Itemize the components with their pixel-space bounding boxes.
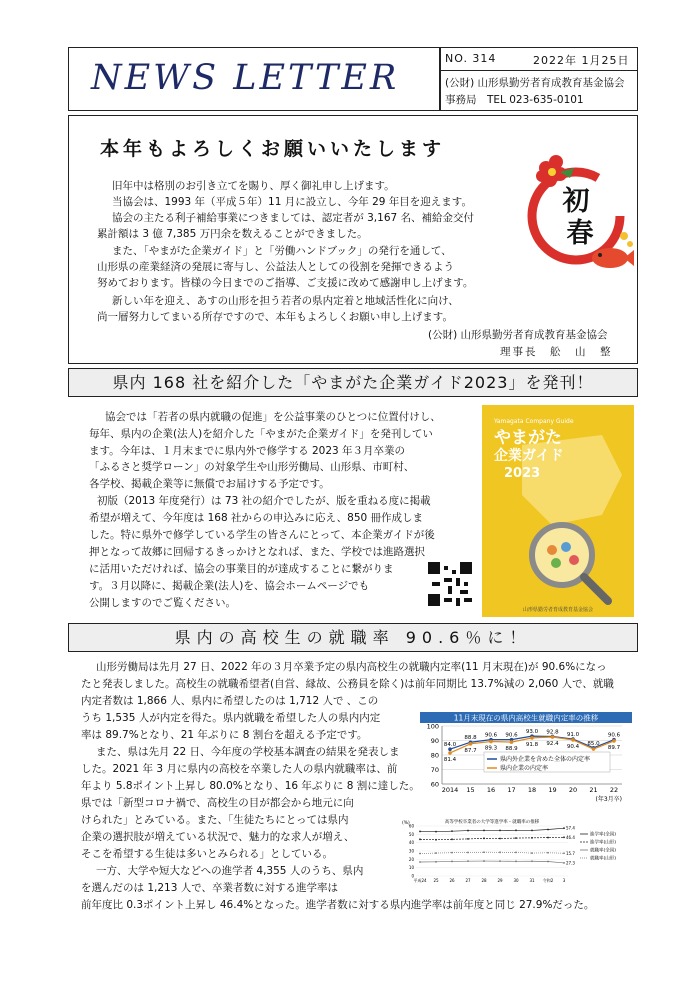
greeting-line: 山形県の産業経済の発展に寄与し、公益法人としての役割を発揮できるよう xyxy=(97,261,454,273)
series-line xyxy=(420,828,564,832)
guide-small-title: Yamagata Company Guide xyxy=(494,418,574,425)
data-label: 93.0 xyxy=(525,729,539,736)
data-label: 92.4 xyxy=(546,741,559,748)
y-tick-label: 90 xyxy=(430,737,439,745)
greeting-line: 尚一層努力してまいる所存ですので、本年もよろしくお願い申し上げます。 xyxy=(97,311,453,323)
new-year-emblem-image xyxy=(524,150,636,276)
greeting-line: 新しい年を迎え、あすの山形を担う若者の県内定着と地域活性化に向け、 xyxy=(112,295,459,307)
data-point xyxy=(467,838,469,840)
data-point xyxy=(531,837,533,839)
data-point xyxy=(563,862,565,864)
greeting-line: 旧年中は格別のお引き立てを賜り、厚く御礼申し上げます。 xyxy=(112,180,395,192)
chart-title: 11月末現在の県内高校生就職内定率の推移 xyxy=(453,713,599,723)
guide-year: 2023 xyxy=(504,466,541,481)
data-point xyxy=(483,851,485,853)
end-value-label: 15.7 xyxy=(566,850,575,856)
x-tick-label: 19 xyxy=(548,786,557,794)
data-point xyxy=(467,830,469,832)
y-tick-label: 100 xyxy=(426,722,439,731)
series-line xyxy=(420,861,564,863)
data-label: 88.8 xyxy=(464,735,477,742)
article-line: に活用いただければ、協会の事業目的が達成することに繋がりま xyxy=(89,563,394,575)
greeting-line: 協会の主たる利子補給事業につきましては、認定者が 3,167 名、補給金交付 xyxy=(112,212,475,224)
article-line: 毎年、県内の企業(法人)を紹介した「やまがた企業ガイド」を発刊してい xyxy=(89,428,433,440)
x-tick-label: 15 xyxy=(466,786,475,794)
data-label: 89.7 xyxy=(607,744,621,751)
data-point xyxy=(499,830,501,832)
article-line: ます。今年は、１月末までに県内外で修学する 2023 年３月卒業の xyxy=(89,445,406,457)
greeting-title: 本年もよろしくお願いいたします xyxy=(100,138,446,160)
data-point xyxy=(551,735,555,739)
series-line xyxy=(420,837,564,839)
article-line: 希望が増えて、今年度は 168 社からの申込みに応え、850 冊作成しま xyxy=(89,512,424,524)
data-point xyxy=(451,838,453,840)
data-label: 85.0 xyxy=(587,740,600,747)
end-value-label: 46.4 xyxy=(566,834,575,840)
data-point xyxy=(515,852,517,854)
article-line: を選んだのは 1,213 人で、卒業者数に対する進学率は xyxy=(81,882,339,894)
data-point xyxy=(451,861,453,863)
data-point xyxy=(547,852,549,854)
plum-flower-icon xyxy=(536,155,567,187)
article-line: した。2021 年 3 月に県内の高校を卒業した人の県内就職率は、前 xyxy=(81,763,398,775)
article-line: 年より 5.8ポイント上昇し 80.0%となり、16 年ぶりに 8 割に達した。 xyxy=(81,780,420,792)
data-point xyxy=(435,831,437,833)
data-point xyxy=(467,860,469,862)
data-point xyxy=(435,852,437,854)
x-tick-label: 3 xyxy=(562,878,566,883)
guide-title-line2: 企業ガイド xyxy=(494,448,564,464)
y-tick-label: 60 xyxy=(430,780,439,789)
data-point xyxy=(515,860,517,862)
greeting-line: 努めております。皆様の今日までのご指導、ご支援に改めて感謝申し上げます。 xyxy=(97,277,474,289)
data-point xyxy=(547,829,549,831)
legend-label: 進学率(山形) xyxy=(590,840,617,846)
y-tick-label: 40 xyxy=(408,840,414,846)
x-tick-label: 20 xyxy=(568,786,578,794)
data-point xyxy=(563,852,565,854)
employment-rate-line-chart xyxy=(420,712,632,812)
end-value-label: 27.3 xyxy=(566,860,575,866)
greeting-line: また、「やまがた企業ガイド」と「労働ハンドブック」の発行を通して、 xyxy=(112,245,452,257)
header-divider-horizontal xyxy=(439,70,637,71)
x-tick-label: 18 xyxy=(527,786,537,794)
data-label: 88.9 xyxy=(505,746,518,753)
y-tick-label: 70 xyxy=(430,766,439,774)
article-line: す。３月以降に、掲載企業(法人)を、協会ホームページでも xyxy=(89,580,370,592)
article-line: 各学校、掲載企業等に無償でお届けする予定です。 xyxy=(89,478,330,490)
article-line: 「ふるさと奨学ローン」の対象学生や山形労働局、山形県、市町村、 xyxy=(89,461,415,473)
article-line: 前年度比 0.3ポイント上昇し 46.4%となった。進学者数に対する県内進学率は前年度と同じ 27.9%だった。 xyxy=(81,899,595,911)
data-label: 91.0 xyxy=(566,732,580,739)
section-heading-company-guide xyxy=(68,368,638,397)
issue-date: 2022年 1月25日 xyxy=(533,54,630,67)
article-line: 内定者数は 1,866 人、県内に希望したのは 1,712 人で 、この xyxy=(81,695,379,707)
article-line: 公開しますのでご覧ください。 xyxy=(89,597,236,609)
data-point xyxy=(451,830,453,832)
emblem-text: 初 xyxy=(562,186,590,217)
data-point xyxy=(515,829,517,831)
data-point xyxy=(563,827,565,829)
x-tick-label: 31 xyxy=(529,878,535,883)
data-point xyxy=(469,742,473,746)
newsletter-header xyxy=(68,47,638,111)
article-line: 協会では「若者の県内就職の促進」を公益事業のひとつに位置付けし、 xyxy=(105,411,441,423)
x-tick-label: 16 xyxy=(486,786,496,794)
data-point xyxy=(419,831,421,833)
article-line: 一方、大学や短大などへの進学者 4,355 人のうち、県内 xyxy=(96,865,364,877)
newsletter-title: NEWS LETTER xyxy=(91,58,400,98)
data-label: 89.3 xyxy=(484,745,498,752)
section-heading-text: 県内の高校生の就職率 90.6％に！ xyxy=(174,628,532,647)
data-point xyxy=(483,830,485,832)
data-point xyxy=(530,736,534,740)
data-label: 92.8 xyxy=(546,729,559,736)
x-tick-label: 22 xyxy=(609,786,619,794)
data-label: 90.6 xyxy=(484,732,498,739)
data-point xyxy=(451,852,453,854)
data-point xyxy=(547,837,549,839)
article-line: けられた」とみている。また、「生徒たちにとっては県内 xyxy=(81,814,349,826)
x-tick-label: 27 xyxy=(465,878,471,883)
x-tick-label: 17 xyxy=(507,786,516,794)
data-label: 90.6 xyxy=(505,732,518,739)
data-point xyxy=(592,747,596,751)
article-line: 押となって故郷に回帰するきっかけとなれば、また、学校では進路選択 xyxy=(89,546,425,558)
guide-publisher: 山形県勤労者育成教育基金協会 xyxy=(522,607,594,613)
data-point xyxy=(419,861,421,863)
data-point xyxy=(547,861,549,863)
data-label: 81.4 xyxy=(443,756,457,763)
data-point xyxy=(531,830,533,832)
series-line xyxy=(420,852,564,853)
data-label: 87.7 xyxy=(464,747,477,754)
x-tick-label: 30 xyxy=(513,878,519,883)
header-divider xyxy=(439,48,441,110)
data-label: 90.4 xyxy=(566,743,580,750)
chart-title: 高等学校卒業者の大学等進学率・就職率の推移 xyxy=(444,820,540,825)
data-point xyxy=(531,852,533,854)
data-point xyxy=(612,739,616,743)
legend-label: 就職率(山形) xyxy=(590,856,617,862)
y-tick-label: 30 xyxy=(408,848,414,854)
y-tick-label: 10 xyxy=(408,865,414,871)
legend-label: 県内企業の内定率 xyxy=(500,765,549,773)
emblem-text: 春 xyxy=(566,218,594,249)
data-point xyxy=(563,836,565,838)
section-heading-employment-rate xyxy=(68,623,638,652)
end-value-label: 57.4 xyxy=(566,825,575,831)
x-tick-label: 21 xyxy=(589,786,598,794)
article-line: 初版（2013 年度発行）は 73 社の紹介でしたが、版を重ねる度に掲載 xyxy=(97,495,431,507)
legend-label: 県内外企業を含めた全体の内定率 xyxy=(500,756,591,764)
data-point xyxy=(510,740,514,744)
x-axis-suffix: (年3月卒) xyxy=(595,796,622,803)
data-label: 90.6 xyxy=(607,732,621,739)
data-point xyxy=(571,738,575,742)
greeting-line: 累計額は 3 億 7,385 万円余を数えることができました。 xyxy=(97,228,368,240)
data-point xyxy=(483,860,485,862)
y-tick-label: 0 xyxy=(411,873,414,879)
article-line: した。特に県外で修学している学生の皆さんにとって、本企業ガイドが後 xyxy=(89,529,435,541)
x-tick-label: 2014 xyxy=(441,786,459,794)
guide-title-line1: やまがた xyxy=(494,428,562,448)
y-tick-label: 60 xyxy=(408,823,414,829)
y-tick-label: 50 xyxy=(408,831,414,837)
advancement-rate-line-chart xyxy=(400,818,632,888)
x-tick-label: 25 xyxy=(433,878,439,883)
data-point xyxy=(515,837,517,839)
issue-number: NO. 314 xyxy=(445,52,497,65)
x-tick-label: 28 xyxy=(481,878,487,883)
data-point xyxy=(419,853,421,855)
chart-legend xyxy=(484,752,610,772)
section-heading-text: 県内 168 社を紹介した「やまがた企業ガイド2023」を発刊！ xyxy=(112,373,594,392)
data-point xyxy=(489,740,493,744)
data-point xyxy=(499,851,501,853)
x-tick-label: 令和2 xyxy=(542,878,554,883)
article-line: また、県は先月 22 日、今年度の学校基本調査の結果を発表しま xyxy=(96,746,400,758)
data-label: 91.8 xyxy=(525,741,539,748)
data-point xyxy=(419,838,421,840)
y-tick-label: 20 xyxy=(408,856,414,862)
sea-bream-icon xyxy=(592,248,634,268)
x-tick-label: 29 xyxy=(497,878,503,883)
legend-label: 就職率(全国) xyxy=(590,848,617,854)
company-guide-cover-image xyxy=(482,405,634,617)
article-line: 山形労働局は先月 27 日、2022 年の３月卒業予定の県内高校生の就職内定率(11 月末現在)が 90.6%になっ xyxy=(96,661,607,673)
office-telephone: 事務局 TEL 023-635-0101 xyxy=(445,94,584,106)
article-line: たと発表しました。高校生の就職希望者(自営、縁故、公務員を除く)は前年同期比 13.7%減の 2,060 人で、就職 xyxy=(81,678,614,690)
data-point xyxy=(499,838,501,840)
qr-code-icon[interactable] xyxy=(428,562,472,606)
data-point xyxy=(483,837,485,839)
article-line: 県では「新型コロナ禍で、高校生の目が都会から地元に向 xyxy=(81,797,354,809)
article-line: 率は 89.7%となり、21 年ぶりに 8 割台を超える予定です。 xyxy=(81,729,368,741)
article-line: 企業の選択肢が増えている状況で、魅力的な求人が増え、 xyxy=(81,831,355,843)
article-line: うち 1,535 人が内定を得た。県内就職を希望した人の県内内定 xyxy=(81,712,381,724)
y-axis-unit: (%) xyxy=(402,821,410,826)
data-point xyxy=(467,852,469,854)
signature-organization: (公財) 山形県勤労者育成教育基金協会 xyxy=(428,329,608,341)
signature-chairman: 理事長 舩 山 整 xyxy=(500,346,613,358)
data-point xyxy=(435,861,437,863)
data-label: 84.0 xyxy=(443,742,457,749)
data-point xyxy=(435,839,437,841)
x-tick-label: 平成24 xyxy=(413,878,427,883)
article-line: そこを希望する生徒は多いとみられる」としている。 xyxy=(81,848,333,860)
x-tick-label: 26 xyxy=(449,878,455,883)
publisher-name: (公財) 山形県勤労者育成教育基金協会 xyxy=(445,77,625,89)
y-tick-label: 80 xyxy=(430,751,439,760)
data-point xyxy=(448,751,452,755)
data-point xyxy=(499,860,501,862)
greeting-line: 当協会は、1993 年（平成５年）11 月に設立し、今年 29 年目を迎えます。 xyxy=(112,196,472,208)
data-point xyxy=(531,860,533,862)
legend-label: 進学率(全国) xyxy=(590,832,617,838)
